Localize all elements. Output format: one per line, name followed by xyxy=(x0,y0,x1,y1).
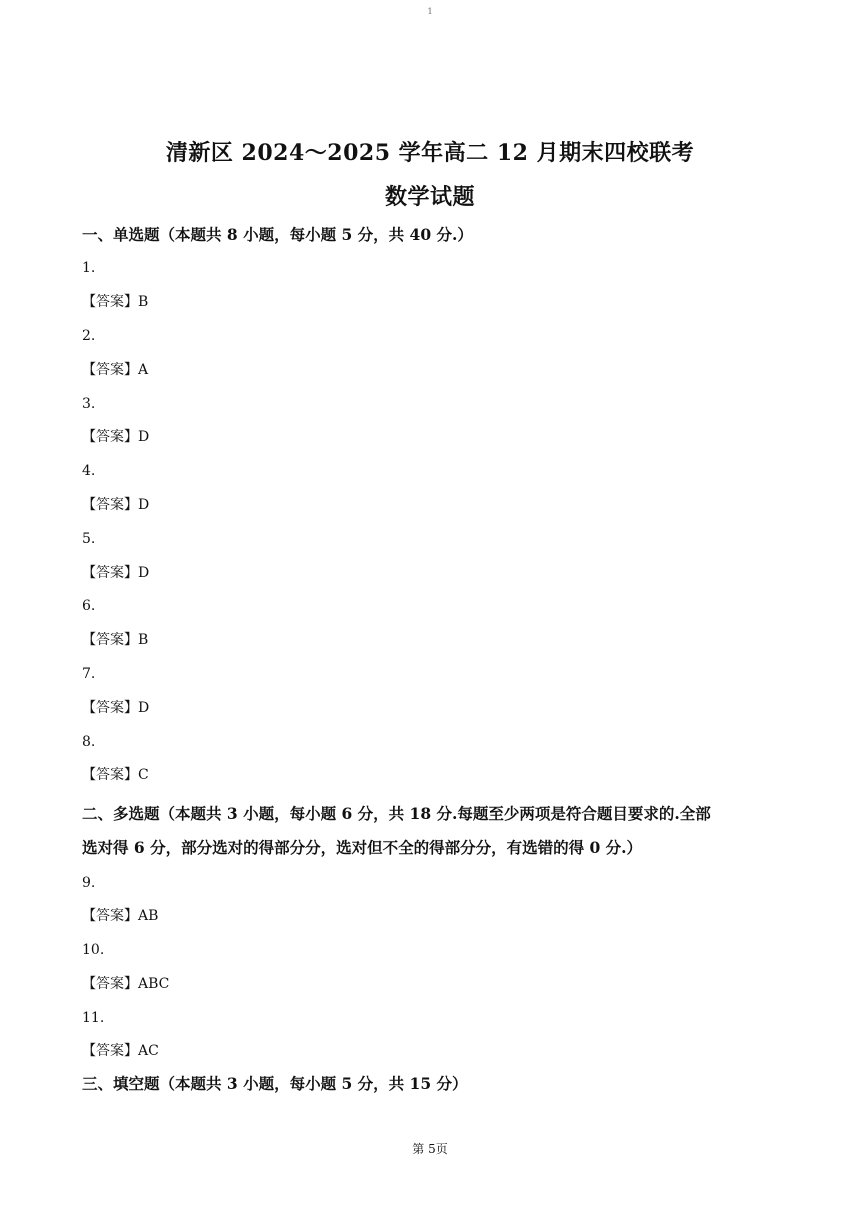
question-number: 3. xyxy=(82,396,96,412)
question-number: 10. xyxy=(82,942,105,958)
question-number: 1. xyxy=(82,260,96,276)
question-number: 5. xyxy=(82,531,96,547)
section-heading-multiple-choice-cont: 选对得 6 分，部分选对的得部分分，选对但不全的得部分分，有选错的得 0 分.） xyxy=(82,838,643,857)
question-number: 8. xyxy=(82,734,96,750)
section-heading-single-choice: 一、单选题（本题共 8 小题，每小题 5 分，共 40 分.） xyxy=(82,225,473,244)
answer-line: 【答案】D xyxy=(82,497,150,513)
section-heading-multiple-choice: 二、多选题（本题共 3 小题，每小题 6 分，共 18 分.每题至少两项是符合题目要求的.全部 xyxy=(82,804,711,823)
answer-line: 【答案】D xyxy=(82,565,150,581)
question-number: 7. xyxy=(82,666,96,682)
question-number: 11. xyxy=(82,1010,105,1026)
answer-line: 【答案】C xyxy=(82,767,149,783)
document-subtitle: 数学试题 xyxy=(384,184,475,210)
page-marker: 1 xyxy=(427,7,433,16)
section-heading-fill-in: 三、填空题（本题共 3 小题，每小题 5 分，共 15 分） xyxy=(82,1074,468,1093)
question-number: 6. xyxy=(82,598,96,614)
answer-line: 【答案】A xyxy=(82,362,149,378)
answer-line: 【答案】D xyxy=(82,429,150,445)
answer-line: 【答案】AB xyxy=(82,908,159,924)
page-footer: 第 5页 xyxy=(412,1142,448,1156)
answer-line: 【答案】ABC xyxy=(82,976,170,992)
question-number: 4. xyxy=(82,463,96,479)
answer-line: 【答案】B xyxy=(82,632,149,648)
question-number: 9. xyxy=(82,875,96,891)
document-title: 清新区 2024～2025 学年高二 12 月期末四校联考 xyxy=(165,140,695,166)
answer-line: 【答案】AC xyxy=(82,1043,159,1059)
answer-line: 【答案】D xyxy=(82,700,150,716)
answer-line: 【答案】B xyxy=(82,294,149,310)
question-number: 2. xyxy=(82,328,96,344)
